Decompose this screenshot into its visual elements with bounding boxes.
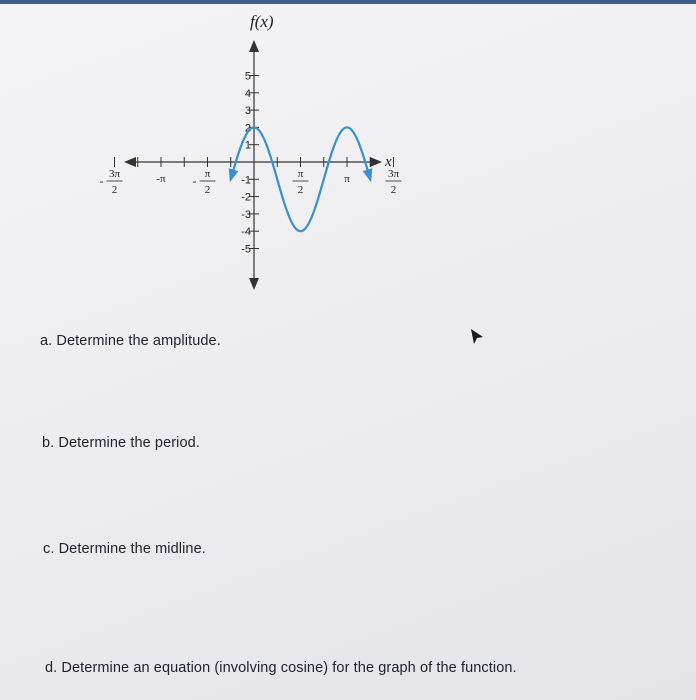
svg-text:-: - <box>99 174 104 188</box>
x-axis-right-arrow <box>370 157 382 167</box>
svg-text:3π: 3π <box>387 168 400 180</box>
svg-text:π: π <box>204 168 211 180</box>
x-tick-label <box>386 168 402 196</box>
question-d-equation: d. Determine an equation (involving cosine) for the graph of the function. <box>45 660 517 676</box>
curve-right-arrow <box>363 168 373 182</box>
curve-left-arrow <box>229 168 239 182</box>
x-axis-label: x <box>385 154 392 170</box>
svg-text:2: 2 <box>204 184 211 196</box>
y-tick-labels <box>241 71 251 256</box>
y-axis-up-arrow <box>249 40 259 52</box>
svg-text:2: 2 <box>111 184 118 196</box>
y-tick-label: 5 <box>244 70 251 83</box>
y-tick-label: -3 <box>241 208 251 221</box>
x-tick-label <box>100 168 123 196</box>
question-b-period: b. Determine the period. <box>42 435 200 451</box>
svg-text:-: - <box>192 174 197 188</box>
function-label: f(x) <box>250 12 274 31</box>
y-tick-label: 2 <box>244 122 251 135</box>
svg-text:2: 2 <box>390 184 397 196</box>
svg-text:-π: -π <box>156 173 166 185</box>
y-tick-label: -1 <box>241 174 251 187</box>
y-tick-label: -5 <box>241 243 251 256</box>
y-axis-down-arrow <box>249 278 259 290</box>
svg-text:π: π <box>344 173 350 185</box>
x-tick-label <box>344 173 350 185</box>
y-tick-label: -2 <box>241 191 251 204</box>
x-axis-left-arrow <box>124 157 136 167</box>
x-tick-label <box>156 173 166 185</box>
function-graph <box>99 4 410 304</box>
svg-text:3π: 3π <box>108 168 121 180</box>
x-tick-label <box>193 168 216 196</box>
y-tick-label: 4 <box>244 87 251 100</box>
svg-text:π: π <box>297 168 304 180</box>
x-tick-label <box>293 168 309 196</box>
mouse-pointer-icon <box>470 328 484 346</box>
svg-text:2: 2 <box>297 184 304 196</box>
y-tick-label: 3 <box>244 105 251 118</box>
question-a-amplitude: a. Determine the amplitude. <box>40 333 221 349</box>
y-tick-label: 1 <box>244 139 251 152</box>
question-c-midline: c. Determine the midline. <box>43 541 206 557</box>
y-tick-label: -4 <box>241 226 251 239</box>
